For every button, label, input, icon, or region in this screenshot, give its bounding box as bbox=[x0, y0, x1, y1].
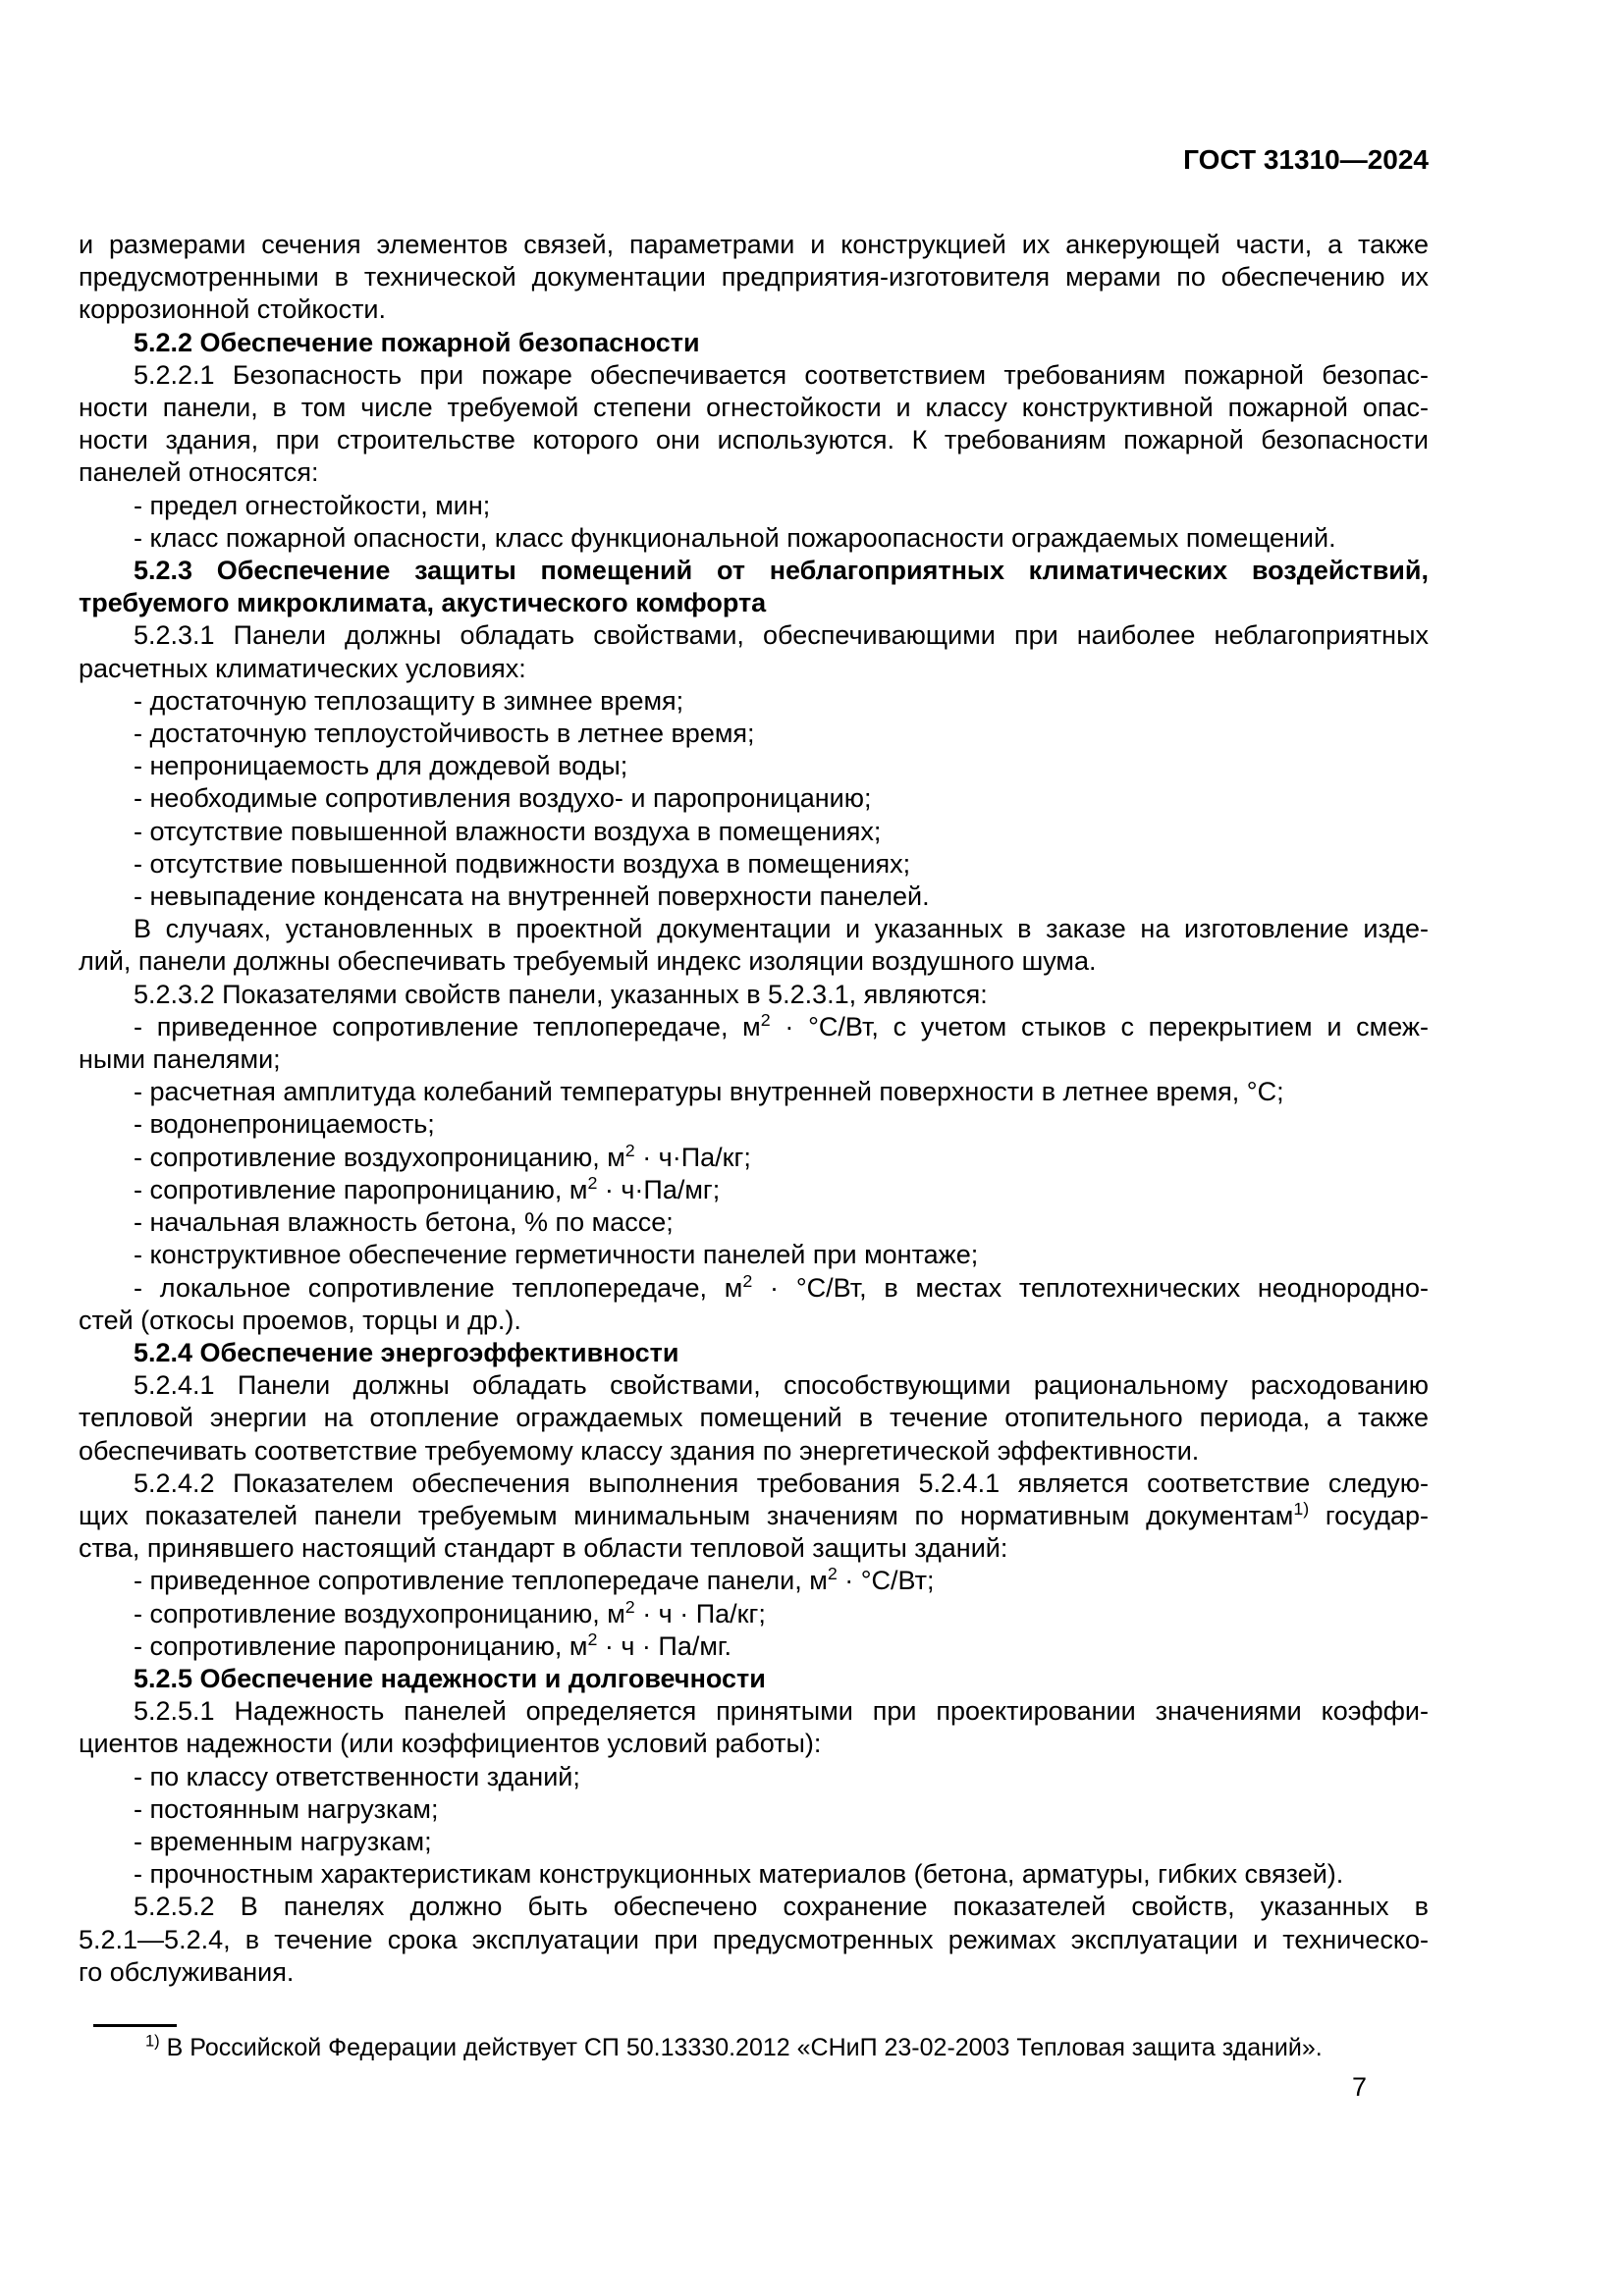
text-segment: - сопротивление воздухопроницанию, м bbox=[134, 1598, 625, 1629]
section-heading: 5.2.2 Обеспечение пожарной безопасности bbox=[134, 327, 700, 357]
text-line: циентов надежности (или коэффициентов условий работы): bbox=[79, 1729, 822, 1759]
section-heading: 5.2.5 Обеспечение надежности и долговечности bbox=[134, 1663, 766, 1693]
text-segment: · °С/Вт, в местах теплотехнических неоднородно- bbox=[752, 1272, 1429, 1303]
list-item: - расчетная амплитуда колебаний температуры внутренней поверхности в летнее время, °С; bbox=[134, 1077, 1284, 1107]
text-line: 5.2.4.2 Показателем обеспечения выполнения требования 5.2.4.1 является соответствие следую- bbox=[134, 1468, 1429, 1498]
list-item: - временным нагрузкам; bbox=[134, 1826, 432, 1856]
text-line: 5.2.1—5.2.4, в течение срока эксплуатации при предусмотренных режимах эксплуатации и техническо- bbox=[79, 1924, 1429, 1954]
text-segment: - сопротивление воздухопроницанию, м bbox=[134, 1142, 625, 1172]
list-item bbox=[79, 1598, 1429, 1630]
list-item: - достаточную теплоустойчивость в летнее время; bbox=[134, 719, 755, 749]
list-item bbox=[79, 1011, 1429, 1043]
footnote-divider bbox=[93, 2024, 177, 2027]
list-item: - класс пожарной опасности, класс функциональной пожароопасности ограждаемых помещений. bbox=[134, 522, 1336, 553]
superscript: 2 bbox=[827, 1564, 838, 1584]
text-line: тепловой энергии на отопление ограждаемых помещений в течение отопительного периода, а также bbox=[79, 1403, 1429, 1433]
text-line: 5.2.5.2 В панелях должно быть обеспечено сохранение показателей свойств, указанных в bbox=[134, 1892, 1429, 1922]
list-item: - по классу ответственности зданий; bbox=[134, 1761, 580, 1791]
text-line: 5.2.3.2 Показателями свойств панели, указанных в 5.2.3.1, являются: bbox=[134, 979, 988, 1009]
list-item: - отсутствие повышенной подвижности воздуха в помещениях; bbox=[134, 848, 911, 879]
text-segment: - приведенное сопротивление теплопередаче, м bbox=[134, 1011, 761, 1041]
superscript: 2 bbox=[624, 1596, 635, 1617]
text-segment: · ч · Па/мг. bbox=[597, 1630, 731, 1661]
text-segment: · ч·Па/кг; bbox=[634, 1142, 751, 1172]
list-item bbox=[79, 1142, 1429, 1174]
text-segment: · °С/Вт; bbox=[837, 1566, 935, 1596]
superscript: 2 bbox=[624, 1140, 635, 1160]
text-line: 5.2.5.1 Надежность панелей определяется принятыми при проектировании значениями коэффи- bbox=[134, 1696, 1429, 1727]
list-item: - постоянным нагрузкам; bbox=[134, 1793, 439, 1824]
text-line: го обслуживания. bbox=[79, 1956, 295, 1987]
list-item: - невыпадение конденсата на внутренней поверхности панелей. bbox=[134, 881, 930, 912]
page-number: 7 bbox=[1351, 2072, 1367, 2102]
text-line: панелей относятся: bbox=[79, 457, 319, 488]
superscript: 2 bbox=[742, 1270, 753, 1291]
superscript: 2 bbox=[587, 1172, 598, 1193]
text-segment: щих показателей панели требуемым минимальным значениям по нормативным документам bbox=[79, 1500, 1294, 1530]
list-item bbox=[79, 1174, 1429, 1206]
list-item: - достаточную теплозащиту в зимнее время; bbox=[134, 685, 684, 716]
list-item bbox=[79, 1272, 1429, 1305]
text-line: ными панелями; bbox=[79, 1044, 281, 1075]
list-item: - начальная влажность бетона, % по массе; bbox=[134, 1207, 674, 1238]
footnote-marker: 1) bbox=[145, 2032, 160, 2051]
text-line: В случаях, установленных в проектной документации и указанных в заказе на изготовление изде- bbox=[134, 914, 1429, 944]
text-line: лий, панели должны обеспечивать требуемый индекс изоляции воздушного шума. bbox=[79, 946, 1097, 977]
text-line: стей (откосы проемов, торцы и др.). bbox=[79, 1305, 521, 1335]
footnote-text: В Российской Федерации действует СП 50.13330.2012 «СНиП 23-02-2003 Тепловая защита зданий». bbox=[159, 2034, 1323, 2061]
text-segment: · ч · Па/кг; bbox=[634, 1598, 766, 1629]
list-item: - прочностным характеристикам конструкционных материалов (бетона, арматуры, гибких связей). bbox=[134, 1859, 1344, 1890]
list-item: - водонепроницаемость; bbox=[134, 1109, 435, 1140]
section-heading: 5.2.3 Обеспечение защиты помещений от неблагоприятных климатических воздействий, bbox=[134, 556, 1429, 586]
text-segment: - сопротивление паропроницанию, м bbox=[134, 1174, 588, 1204]
text-line: и размерами сечения элементов связей, параметрами и конструкцией их анкерующей части, а также bbox=[79, 230, 1429, 259]
list-item bbox=[79, 1630, 1429, 1663]
list-item bbox=[79, 1565, 1429, 1597]
text-segment: · °С/Вт, с учетом стыков с перекрытием и смеж- bbox=[770, 1011, 1429, 1041]
text-segment: · ч·Па/мг; bbox=[597, 1174, 721, 1204]
text-line: 5.2.2.1 Безопасность при пожаре обеспечивается соответствием требованиям пожарной безопас- bbox=[134, 359, 1429, 390]
section-heading: требуемого микроклимата, акустического комфорта bbox=[79, 588, 767, 618]
list-item: - отсутствие повышенной влажности воздуха в помещениях; bbox=[134, 816, 882, 846]
text-segment: - приведенное сопротивление теплопередаче панели, м bbox=[134, 1566, 828, 1596]
superscript: 2 bbox=[587, 1629, 598, 1649]
text-segment: государ- bbox=[1309, 1500, 1429, 1530]
list-item: - предел огнестойкости, мин; bbox=[134, 490, 491, 520]
footnote-ref: 1) bbox=[1293, 1498, 1310, 1519]
text-line: ности здания, при строительстве которого они используются. К требованиям пожарной безопасности bbox=[79, 425, 1429, 455]
text-line: расчетных климатических условиях: bbox=[79, 653, 526, 683]
list-item: - необходимые сопротивления воздухо- и паропроницанию; bbox=[134, 783, 872, 814]
text-segment: - сопротивление паропроницанию, м bbox=[134, 1630, 588, 1661]
list-item: - конструктивное обеспечение герметичности панелей при монтаже; bbox=[134, 1240, 979, 1270]
list-item: - непроницаемость для дождевой воды; bbox=[134, 751, 628, 781]
footnote bbox=[79, 2033, 1429, 2063]
text-line: ства, принявшего настоящий стандарт в области тепловой защиты зданий: bbox=[79, 1533, 1008, 1564]
text-segment: - локальное сопротивление теплопередаче, м bbox=[134, 1272, 743, 1303]
text-line: ности панели, в том числе требуемой степени огнестойкости и классу конструктивной пожарной опас- bbox=[79, 393, 1429, 423]
text-line: предусмотренными в технической документации предприятия-изготовителя мерами по обеспечению их bbox=[79, 262, 1429, 293]
text-line: 5.2.3.1 Панели должны обладать свойствами, обеспечивающими при наиболее неблагоприятных bbox=[134, 620, 1429, 651]
document-body bbox=[79, 229, 1429, 1989]
footnote-line bbox=[79, 2033, 1429, 2063]
text-line: 5.2.4.1 Панели должны обладать свойствами, способствующими рациональному расходованию bbox=[134, 1370, 1429, 1401]
section-heading: 5.2.4 Обеспечение энергоэффективности bbox=[134, 1337, 679, 1367]
doc-number: ГОСТ 31310—2024 bbox=[1183, 144, 1429, 175]
running-header bbox=[79, 143, 1429, 177]
text-line: коррозионной стойкости. bbox=[79, 294, 387, 325]
superscript: 2 bbox=[760, 1009, 771, 1030]
text-line: обеспечивать соответствие требуемому классу здания по энергетической эффективности. bbox=[79, 1435, 1200, 1466]
text-line bbox=[79, 1500, 1429, 1532]
